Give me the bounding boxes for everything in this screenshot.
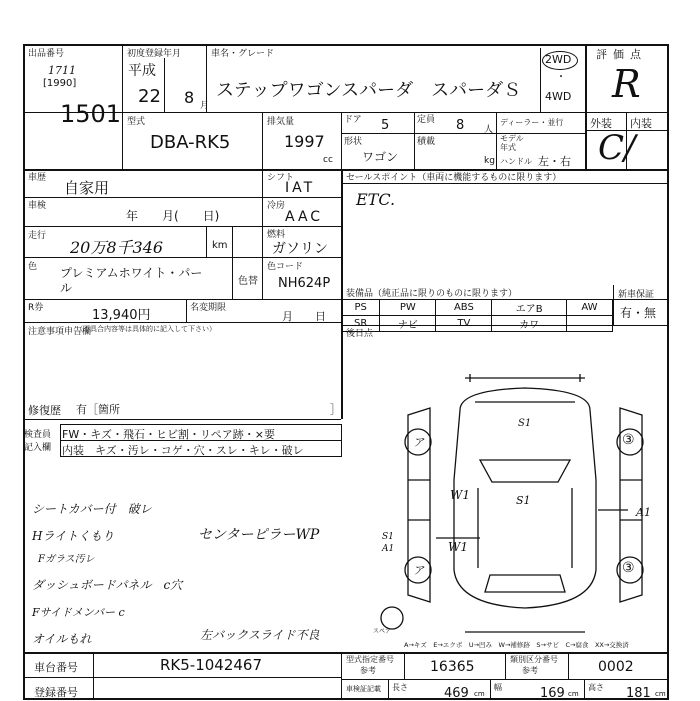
reg-month-unit: 月: [200, 101, 210, 111]
handle-label: ハンドル: [500, 157, 532, 166]
caution-label: 注意事項申告欄: [28, 327, 92, 337]
sales-point-handwritten: ETC.: [356, 190, 396, 209]
color: プレミアムホワイト・パール: [60, 266, 203, 295]
length: 469: [444, 686, 469, 701]
mileage-label: 走行: [28, 231, 47, 241]
reg-number-label: 登録番号: [34, 686, 78, 699]
equip-airbag: エアB: [492, 300, 567, 316]
inspector-fw-row: FW・キズ・飛石・ヒビ割・リペア跡・×要: [62, 428, 275, 441]
inspection-label: 車検: [28, 201, 47, 211]
note-rear-slide: 左バックスライド不良: [200, 628, 320, 642]
doors: 5: [381, 118, 390, 133]
ac: AAC: [285, 209, 324, 225]
repair-label: 修復歴: [28, 404, 61, 417]
name-change-label: 名変期限: [190, 303, 227, 313]
caution-sub: （不具合内容等は具体的に記入して下さい）: [76, 325, 216, 333]
equip-navi: ナビ: [380, 316, 436, 332]
handle: 左・右: [538, 155, 571, 168]
width-unit: cm: [568, 690, 579, 698]
wheel-rear-right: ③: [622, 560, 635, 576]
model-label: 型式: [127, 117, 146, 127]
reg-month: 8: [184, 88, 195, 107]
lot-scribble: 1711: [48, 64, 76, 77]
equip-leather: カワ: [492, 316, 567, 332]
lot-year: [1990]: [43, 78, 77, 89]
body: ワゴン: [362, 150, 399, 164]
equip-abs: ABS: [436, 300, 492, 316]
inspector-label-1: 検査員: [24, 430, 52, 440]
displacement: 1997: [284, 132, 325, 151]
damage-legend: A→キズ E→エクボ U→凹み W→補修跡 S→サビ C→腐食 XX→交換済: [404, 641, 629, 649]
reg-year: 22: [138, 86, 161, 107]
lot-label: 出品番号: [28, 49, 65, 59]
mark-side-s1: S1: [382, 532, 394, 542]
shift-label: シフト: [267, 173, 295, 183]
door-label: ドア: [344, 115, 362, 125]
equip-aw: AW: [566, 300, 612, 316]
height-unit: cm: [655, 690, 666, 698]
equip-ps: PS: [342, 300, 380, 316]
repair-value: 有［箇所: [76, 403, 120, 416]
displacement-label: 排気量: [267, 117, 295, 127]
color-change-label: 色替: [238, 276, 258, 287]
class-value: 0002: [598, 659, 634, 675]
equip-empty: [566, 316, 612, 332]
lot-number: 1501: [60, 100, 122, 128]
color-label: 色: [28, 262, 38, 272]
km-unit: km: [212, 240, 228, 251]
mark-left-door-w1: W1: [450, 488, 470, 502]
spare-label: スペア: [373, 628, 392, 635]
mark-side-a1: A1: [382, 544, 395, 554]
fuel-label: 燃料: [267, 230, 286, 240]
name-change: 月 日: [282, 310, 326, 323]
person-unit: 人: [484, 125, 494, 135]
body-label: 形状: [344, 137, 363, 147]
color-code-label: 色コード: [267, 262, 304, 272]
first-reg-label: 初度登録年月: [127, 49, 182, 59]
drive-2wd: 2WD: [545, 53, 572, 66]
sales-point-label: セールスポイント（車両に機能するものに限ります）: [346, 173, 562, 183]
equip-pw: PW: [380, 300, 436, 316]
chassis: RK5-1042467: [160, 656, 263, 674]
capacity: 8: [456, 118, 465, 133]
recycle: 13,940円: [92, 308, 151, 323]
car-diagram: [380, 370, 670, 645]
load-label: 積載: [417, 137, 436, 147]
mileage: 20万8千346: [70, 238, 164, 257]
model: DBA-RK5: [150, 132, 231, 153]
model-year-label: モデル年式: [500, 134, 524, 152]
note-f-glass: Fガラス汚レ: [38, 554, 95, 565]
mark-top-s1: S1: [518, 418, 532, 429]
equipment-table: [341, 299, 613, 332]
capacity-label: 定員: [417, 115, 436, 125]
size-label: 車検証記載: [346, 685, 381, 693]
type-cert-label: 型式指定番号: [346, 655, 394, 664]
ac-label: 冷房: [267, 201, 286, 211]
cc-unit: cc: [323, 155, 333, 165]
inspector-label-2: 記入欄: [24, 443, 52, 453]
wheel-front-right: ③: [622, 432, 635, 448]
length-label: 長さ: [392, 683, 408, 692]
ext-int-value: C/: [598, 128, 636, 168]
equip-sr: SR: [342, 316, 380, 332]
wheel-front-left: ア: [413, 436, 424, 449]
rear-label: 後日点: [346, 329, 374, 339]
kg-unit: kg: [484, 156, 495, 166]
wheel-rear-left: ア: [413, 564, 424, 577]
note-seat-cover: シートカバー付 破レ: [32, 502, 152, 516]
class-label: 類別区分番号: [510, 655, 558, 664]
new-cert-label: 新車保証: [618, 290, 655, 300]
note-center-pillar: センターピラーWP: [198, 527, 320, 543]
type-cert: 16365: [430, 659, 475, 675]
color-code: NH624P: [278, 276, 331, 291]
recycle-label: R券: [28, 303, 44, 313]
drive-4wd: 4WD: [545, 90, 572, 103]
usage-label: 車歴: [28, 173, 47, 183]
width-label: 幅: [494, 683, 502, 692]
shift: IAT: [285, 180, 316, 196]
usage: 自家用: [64, 179, 110, 197]
exterior-label: 外装: [590, 117, 612, 130]
car-name: ステップワゴンスパーダ スパーダＳ: [216, 80, 522, 101]
era: 平成: [128, 63, 156, 79]
dealer-label: ディーラー・並行: [500, 118, 564, 127]
note-headlight: Hライトくもり: [32, 529, 115, 543]
note-f-side-member: Fサイドメンバー c: [32, 606, 125, 619]
equipment-label: 装備品（純正品に限りのものに限ります）: [346, 289, 518, 299]
note-oil-leak: オイルもれ: [32, 632, 92, 646]
car-name-label: 車名・グレード: [211, 49, 275, 59]
mark-lower-w1: W1: [448, 540, 468, 554]
interior-label: 内装: [630, 117, 652, 130]
mark-right-a1: A1: [636, 506, 651, 519]
inspector-interior-row: 内装 キズ・汚レ・コゲ・穴・スレ・キレ・破レ: [62, 444, 304, 457]
height: 181: [626, 686, 651, 701]
eval-value: R: [612, 62, 641, 106]
chassis-label: 車台番号: [34, 661, 78, 674]
type-cert-sub: 参考: [360, 666, 376, 675]
note-dash-panel: ダッシュボードパネル c穴: [32, 578, 183, 592]
class-sub: 参考: [522, 666, 538, 675]
repair-close: ］: [330, 403, 341, 416]
inspection: 年 月( 日): [126, 209, 220, 223]
width: 169: [540, 686, 565, 701]
mark-center-s1: S1: [516, 494, 531, 507]
fuel: ガソリン: [272, 241, 328, 257]
drive-dot: ・: [556, 72, 566, 83]
height-label: 高さ: [588, 683, 604, 692]
new-cert-value: 有・無: [620, 306, 657, 320]
length-unit: cm: [474, 690, 485, 698]
eval-label: 評価点: [596, 48, 647, 61]
equip-tv: TV: [436, 316, 492, 332]
